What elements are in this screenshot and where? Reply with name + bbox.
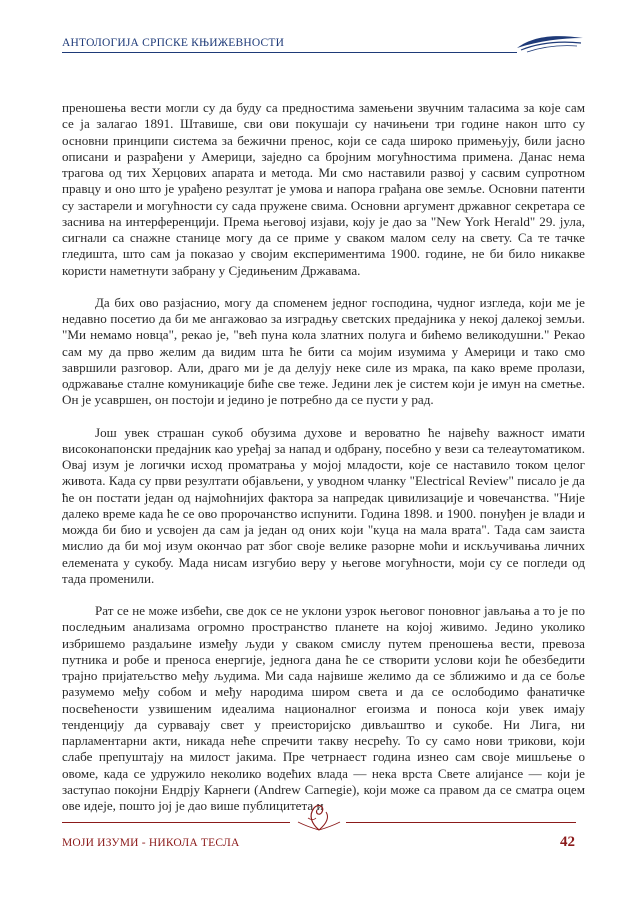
paragraph: Још увек страшан сукоб обузима духове и вероватно ће највећу важност имати високонапонски предајник као уређај за напад и одбрану, посебно у вези са телеаутоматиком. Овај изум је логички исход проматрања у мојој младости, које се наставило током целог живота. Када су први резултати објављени, у уводном чланку "Electrical Review" писало је да ће он постати један од најмоћнијих фактора за напредак цивилизације и човечанства. "Није далеко време када ће се ово пророчанство испунити. Година 1898. и 1900. понуђен је влади и можда би био и усвојен да сам ја један од оних који "куца на мала врата". Тада сам заиста мислио да би мој изум окончао рат због своје велике разорне моћи и искључивања личних елемената у сукобу. Мада нисам изгубио веру у његове могућности, моји су се погледи од тада променили. (62, 424, 585, 586)
page-number: 42 (560, 834, 575, 850)
paragraph: Рат се не може избећи, све док се не уклони узрок његовог поновног јављања а то је по последњим анализама огромно пространство планете на којој живимо. Једино уколико избришемо раздаљине између људи у сваком смислу путем преношења вести, превоза путника и робе и преноса енергије, једнога дана ће се створити услови који ће обезбедити трајно пријатељство међу људима. Ми сада највише желимо да се зближимо и да се боље разумемо међу собом и међу народима широм света и да се ослободимо фанатичке посвећености узвишеним идеалима националног егоизма и поноса који увек имају тенденцију да сурвавају свет у преисторијско дивљаштво и сукобе. Ни Лига, ни парламентарни акти, никада неће спречити такву несрећу. То су само нови трикови, који слабе препуштају на милост јакима. Пре четрнаест година изнео сам своје мишљење о овоме, када се удружило неколико водећих влада — нека врста Свете алијансе — који је заступао покојни Ендрју Карнеги (Andrew Carnegie), који може са правом да се сматра оцем ове идеје, пошто јој је дао више публицитета и (62, 603, 585, 813)
wave-ornament-icon (515, 32, 585, 54)
paragraph: Да бих ово разјаснио, могу да споменем једног господина, чудног изгледа, који ме је недавно посетио да би ме ангажовао за изградњу светских предајника у некој далекој земљи. "Ми немамо новца", рекао је, "већ пуна кола златних полуга и бићемо великодушни." Рекао сам му да прво желим да видим шта ће бити са мојим изумима у Америци и тако смо завршили разговор. Али, драго ми је да делују неке силе из мрака, па како време пролази, одржавање сталне комуникације биће све теже. Једини лек је систем који је имун на сметње. Он је усавршен, он постоји и једино је потребно да се пусти у рад. (62, 294, 585, 408)
footer-divider-right (346, 822, 576, 823)
header-divider (62, 52, 517, 53)
paragraph: преношења вести могли су да буду са предностима замењени звучним таласима за које сам се ја залагао 1891. Штавише, сви ови покушаји су начињени три године након што су основни принципи система за бежични пренос, који се сада широко примењују, били јасно описани и разрађени у Америци, заједно са бројним могућностима примена. Данас нема трагова од тих Херцових апарата и метода. Ми смо наставили развој у сасвим супротном правцу и оно што је урађено резултат је умова и напора грађана ове земље. Основни патенти су застарели и могућности су сада пружене свима. Основни аргумент државног секретара се заснива на интерференцији. Према његовој изјави, коју је дао за "New York Herald" 29. јула, сигнали са снажне станице могу да се приме у сваком малом селу на свету. Са те тачке гледишта, што сам ја показао у својим експериментима 1900. године, не би било никакве користи наметнути забрану у Сједињеним Државама. (62, 100, 585, 278)
article-body (62, 100, 585, 830)
anthology-title: АНТОЛОГИЈА СРПСКЕ КЊИЖЕВНОСТИ (62, 37, 285, 49)
footer-divider-left (62, 822, 290, 823)
book-title: МОЈИ ИЗУМИ - НИКОЛА ТЕСЛА (62, 837, 240, 849)
flourish-ornament-icon (294, 800, 344, 834)
